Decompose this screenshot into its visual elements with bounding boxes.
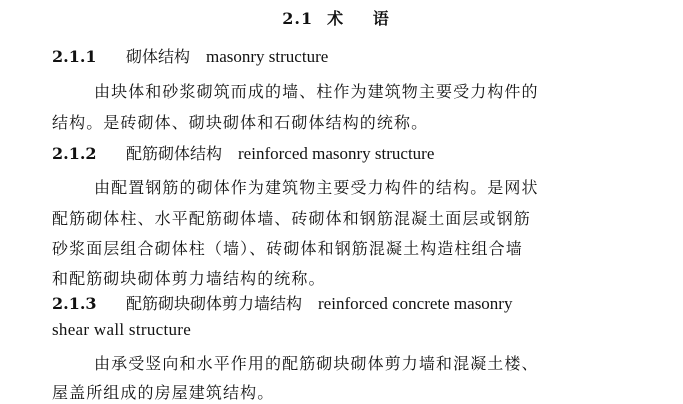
definition-line: 由承受竖向和水平作用的配筋砌块砌体剪力墙和混凝土楼、 [94, 354, 539, 373]
term-english: reinforced concrete masonry [318, 294, 513, 313]
term-heading [52, 291, 512, 314]
term-number: 2.1.1 [52, 47, 97, 66]
definition-line: 由块体和砂浆砌筑而成的墙、柱作为建筑物主要受力构件的 [94, 82, 539, 101]
term-chinese: 配筋砌块砌体剪力墙结构 [126, 294, 303, 313]
term-english: reinforced masonry structure [238, 144, 435, 163]
term-chinese: 砌体结构 [126, 47, 191, 66]
term-number: 2.1.2 [52, 144, 97, 163]
definition-line: 配筋砌体柱、水平配筋砌体墙、砖砌体和钢筋混凝土面层或钢筋 [52, 209, 531, 228]
term-heading [52, 44, 328, 67]
definition-line: 屋盖所组成的房屋建筑结构。 [52, 383, 275, 402]
definition-line: 由配置钢筋的砌体作为建筑物主要受力构件的结构。是网状 [94, 178, 539, 197]
term-chinese: 配筋砌体结构 [126, 144, 223, 163]
section-number: 2.1 [282, 9, 314, 28]
section-title: 术 语 [327, 9, 401, 28]
definition-line: 结构。是砖砌体、砌块砌体和石砌体结构的统称。 [52, 113, 429, 132]
term-heading [52, 141, 434, 164]
definition-line: 和配筋砌块砌体剪力墙结构的统称。 [52, 269, 326, 288]
definition-line: 砂浆面层组合砌体柱（墙）、砖砌体和钢筋混凝土构造柱组合墙 [52, 239, 523, 258]
section-heading [0, 6, 683, 29]
term-english: masonry structure [206, 47, 329, 66]
term-english-continued: shear wall structure [52, 320, 192, 339]
term-number: 2.1.3 [52, 294, 97, 313]
